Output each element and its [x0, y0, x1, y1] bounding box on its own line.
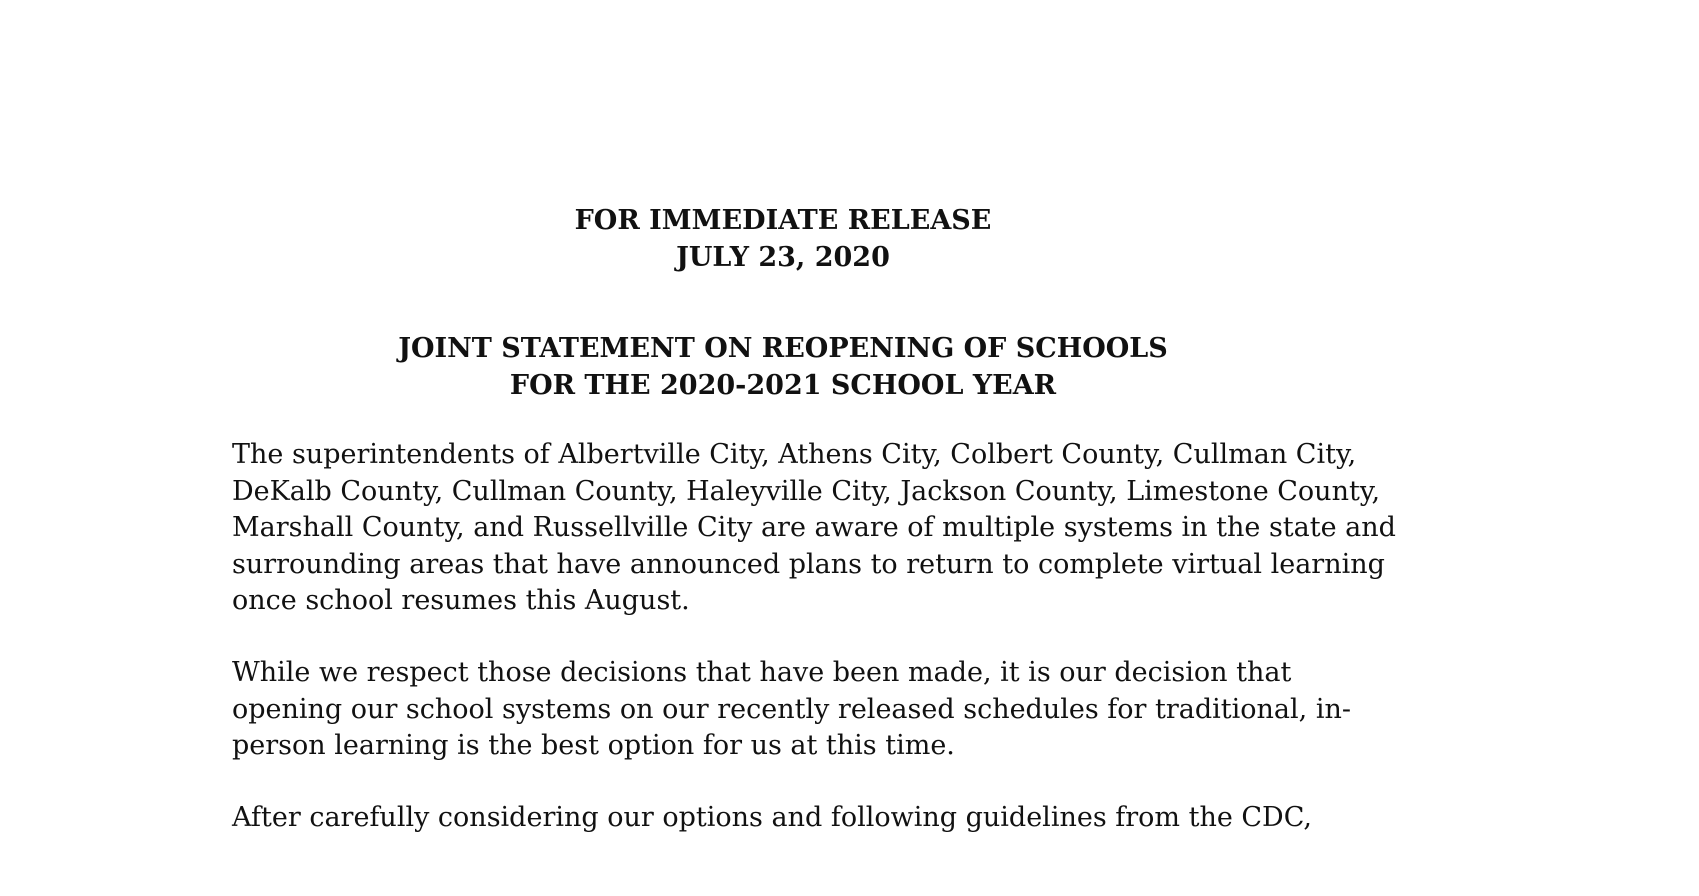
statement-title — [0, 330, 1566, 404]
paragraph-line: person learning is the best option for us at this time. — [232, 730, 955, 761]
paragraph-line: While we respect those decisions that have been made, it is our decision that — [232, 657, 1292, 688]
paragraph-line: surrounding areas that have announced plans to return to complete virtual learning — [232, 548, 1385, 580]
paragraph-3 — [232, 800, 1342, 837]
release-label: FOR IMMEDIATE RELEASE — [574, 205, 992, 236]
paragraph-line: opening our school systems on our recently released schedules for traditional, in- — [232, 693, 1351, 725]
paragraph-1 — [232, 437, 1396, 620]
paragraph-2 — [232, 655, 1351, 765]
paragraph-line: once school resumes this August. — [232, 585, 690, 616]
paragraph-line: The superintendents of Albertville City, Athens City, Colbert County, Cullman City, — [232, 439, 1357, 470]
title-line-2: FOR THE 2020-2021 SCHOOL YEAR — [509, 370, 1057, 401]
paragraph-line: DeKalb County, Cullman County, Haleyville City, Jackson County, Limestone County, — [232, 475, 1381, 507]
paragraph-line: After carefully considering our options and following guidelines from the CDC, — [232, 802, 1312, 833]
title-line-1: JOINT STATEMENT ON REOPENING OF SCHOOLS — [398, 333, 1168, 364]
release-header — [0, 202, 1566, 276]
paragraph-line: Marshall County, and Russellville City are aware of multiple systems in the state and — [232, 512, 1396, 543]
release-date: JULY 23, 2020 — [676, 242, 890, 273]
